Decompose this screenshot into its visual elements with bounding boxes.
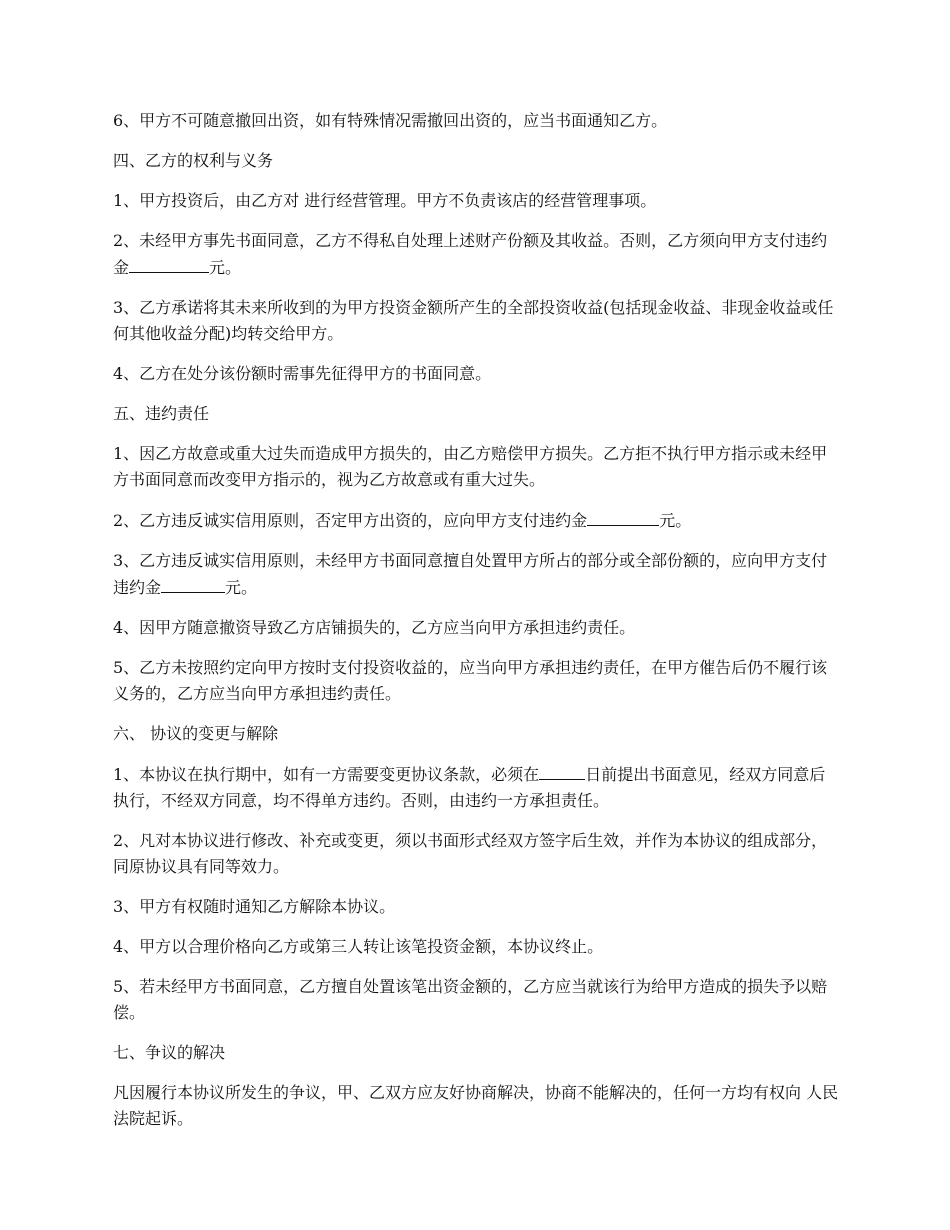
clause-unauthorized-disposal-penalty — [113, 548, 841, 601]
blank-days — [539, 761, 585, 780]
clause-text: 元。 — [209, 258, 242, 277]
clause-text: 2、乙方违反诚实信用原则，否定甲方出资的，应向甲方支付违约金 — [113, 511, 588, 530]
blank-penalty-amount — [587, 507, 659, 526]
clause-income-transfer: 3、乙方承诺将其未来所收到的为甲方投资金额所产生的全部投资收益(包括现金收益、非现金收益或任何其他收益分配)均转交给甲方。 — [113, 298, 834, 343]
clause-text: 1、本协议在执行期中，如有一方需要变更协议条款，必须在 — [113, 765, 540, 784]
clause-text: 元。 — [225, 578, 258, 597]
clause-deny-investment-penalty — [113, 507, 841, 534]
clause-management: 1、甲方投资后，由乙方对 进行经营管理。甲方不负责该店的经营管理事项。 — [113, 191, 657, 210]
clause-written-amendment: 2、凡对本协议进行修改、补充或变更，须以书面形式经双方签字后生效，并作为本协议的组成部分，同原协议具有同等效力。 — [113, 831, 828, 876]
section-heading-dispute: 七、争议的解决 — [113, 1043, 226, 1062]
clause-transfer-termination: 4、甲方以合理价格向乙方或第三人转让该笔投资金额，本协议终止。 — [113, 937, 604, 956]
blank-penalty-amount — [161, 574, 225, 593]
clause-late-payment: 5、乙方未按照约定向甲方按时支付投资收益的，应当向甲方承担违约责任，在甲方催告后仍不履行该义务的，乙方应当向甲方承担违约责任。 — [113, 658, 828, 703]
clause-text: 日前提出书面意见，经双方同意后执行，不经双方同意，均不得单方违约。否则，由违约一方承担责任。 — [113, 765, 826, 810]
section-heading-party-b-rights: 四、乙方的权利与义务 — [113, 151, 274, 170]
clause-compensation: 5、若未经甲方书面同意，乙方擅自处置该笔出资金额的，乙方应当就该行为给甲方造成的损失予以赔偿。 — [113, 977, 828, 1022]
section-heading-amendment: 六、 协议的变更与解除 — [113, 724, 279, 743]
clause-withdrawal-loss: 4、因甲方随意撤资导致乙方店铺损失的，乙方应当向甲方承担违约责任。 — [113, 618, 636, 637]
blank-penalty-amount — [129, 254, 209, 273]
clause-text: 2、未经甲方事先书面同意，乙方不得私自处理上述财产份额及其收益。否则，乙方须向甲方支付违约金 — [113, 231, 828, 277]
clause-text: 3、乙方违反诚实信用原则，未经甲方书面同意擅自处置甲方所占的部分或全部份额的，应向甲方支付违约金 — [113, 551, 828, 597]
section-heading-liability: 五、违约责任 — [113, 404, 210, 423]
clause-text: 元。 — [659, 511, 692, 530]
clause-negligence: 1、因乙方故意或重大过失而造成甲方损失的，由乙方赔偿甲方损失。乙方拒不执行甲方指示或未经甲方书面同意而改变甲方指示的，视为乙方故意或有重大过失。 — [113, 444, 828, 489]
clause-withdrawal-notice: 6、甲方不可随意撤回出资，如有特殊情况需撤回出资的，应当书面通知乙方。 — [113, 111, 668, 130]
clause-termination-right: 3、甲方有权随时通知乙方解除本协议。 — [113, 897, 396, 916]
document-page — [113, 108, 841, 1146]
clause-dispute-resolution: 凡因履行本协议所发生的争议，甲、乙双方应友好协商解决，协商不能解决的，任何一方均有权向 人民法院起诉。 — [113, 1083, 839, 1128]
clause-share-disposal-consent: 4、乙方在处分该份额时需事先征得甲方的书面同意。 — [113, 364, 492, 383]
clause-no-disposal-penalty — [113, 228, 841, 281]
clause-amendment-notice — [113, 761, 841, 814]
